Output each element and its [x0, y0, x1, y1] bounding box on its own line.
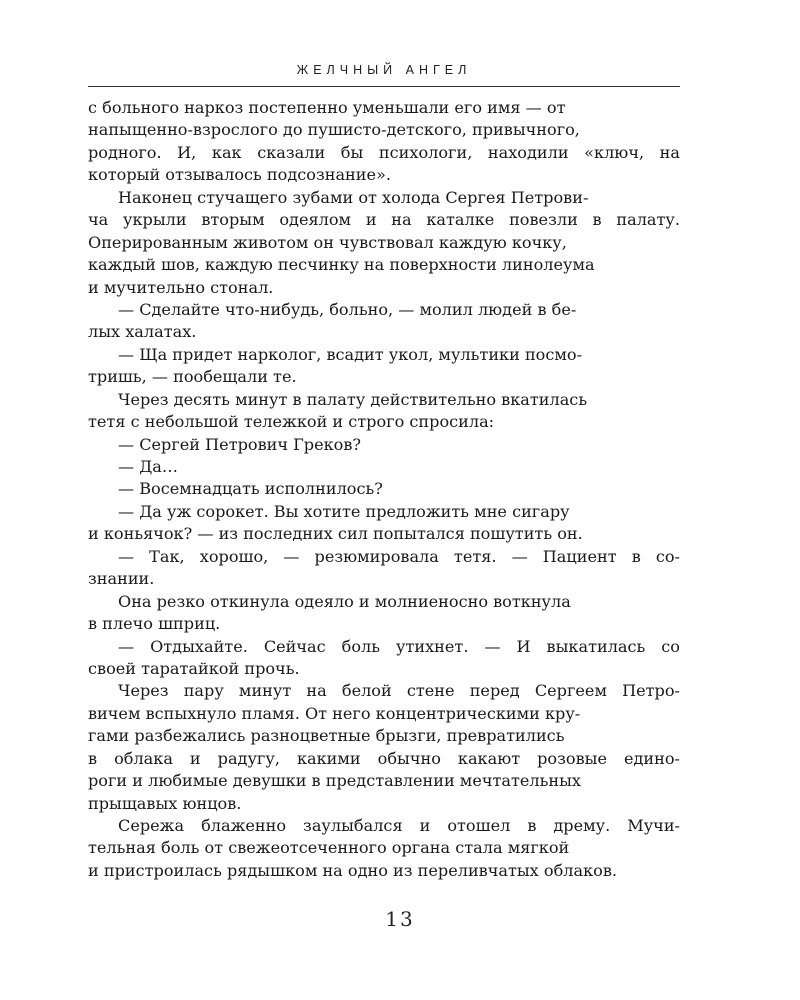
text-line: — Сделайте что-нибудь, больно, — молил людей в бе-: [118, 299, 577, 319]
text-line: — Ща придет нарколог, всадит укол, мультики посмо-: [118, 344, 583, 364]
text-line: тришь, — пообещали те.: [88, 367, 297, 387]
text-line: который отзывалось подсознание».: [88, 165, 391, 185]
text-line: родного. И, как сказали бы психологи, находили «ключ, на: [88, 142, 680, 162]
text-line: ча укрыли вторым одеялом и на каталке повезли в палату.: [88, 210, 680, 230]
text-line: роги и любимые девушки в представлении мечтательных: [88, 771, 582, 791]
text-line: и мучительно стонал.: [88, 277, 274, 297]
text-line: в облака и радугу, какими обычно какают розовые едино-: [88, 748, 680, 768]
text-line: — Да уж сорокет. Вы хотите предложить мне сигару: [118, 501, 570, 521]
running-head: ЖЕЛЧНЫЙ АНГЕЛ: [296, 63, 472, 77]
text-line: своей таратайкой прочь.: [88, 658, 300, 678]
text-line: Она резко откинула одеяло и молниеносно воткнула: [118, 591, 571, 611]
text-line: и пристроилась рядышком на одно из переливчатых облаков.: [88, 860, 617, 880]
text-line: Через пару минут на белой стене перед Сергеем Петро-: [118, 681, 680, 701]
text-line: прыщавых юнцов.: [88, 793, 242, 813]
text-line: — Восемнадцать исполнилось?: [118, 479, 383, 499]
text-line: — Отдыхайте. Сейчас боль утихнет. — И выкатилась со: [118, 636, 680, 656]
text-line: напыщенно-взрослого до пушисто-детского, привычного,: [88, 120, 580, 140]
text-line: вичем вспыхнуло пламя. От него концентрическими кру-: [88, 703, 581, 723]
text-line: в плечо шприц.: [88, 614, 221, 634]
text-line: Наконец стучащего зубами от холода Сергея Петрови-: [118, 187, 589, 207]
text-line: Оперированным животом он чувствовал каждую кочку,: [88, 232, 567, 252]
text-line: — Сергей Петрович Греков?: [118, 434, 362, 454]
text-line: — Да…: [118, 457, 178, 476]
text-line: знании.: [88, 569, 155, 589]
header-rule: [88, 86, 680, 87]
text-line: Через десять минут в палату действительно вкатилась: [118, 389, 588, 409]
text-line: лых халатах.: [88, 322, 197, 342]
text-line: с больного наркоз постепенно уменьшали его имя — от: [88, 98, 566, 117]
text-line: Сережа блаженно заулыбался и отошел в дрему. Мучи-: [118, 816, 680, 835]
text-line: — Так, хорошо, — резюмировала тетя. — Пациент в со-: [118, 546, 680, 566]
text-line: гами разбежались разноцветные брызги, превратились: [88, 726, 565, 746]
text-line: тетя с небольшой тележкой и строго спросила:: [88, 412, 495, 432]
text-line: каждый шов, каждую песчинку на поверхности линолеума: [88, 255, 595, 275]
page-number: 13: [385, 907, 415, 931]
text-line: и коньячок? — из последних сил попытался пошутить он.: [88, 524, 583, 544]
body-text: [88, 97, 680, 882]
text-line: тельная боль от свежеотсеченного органа стала мягкой: [88, 838, 570, 858]
